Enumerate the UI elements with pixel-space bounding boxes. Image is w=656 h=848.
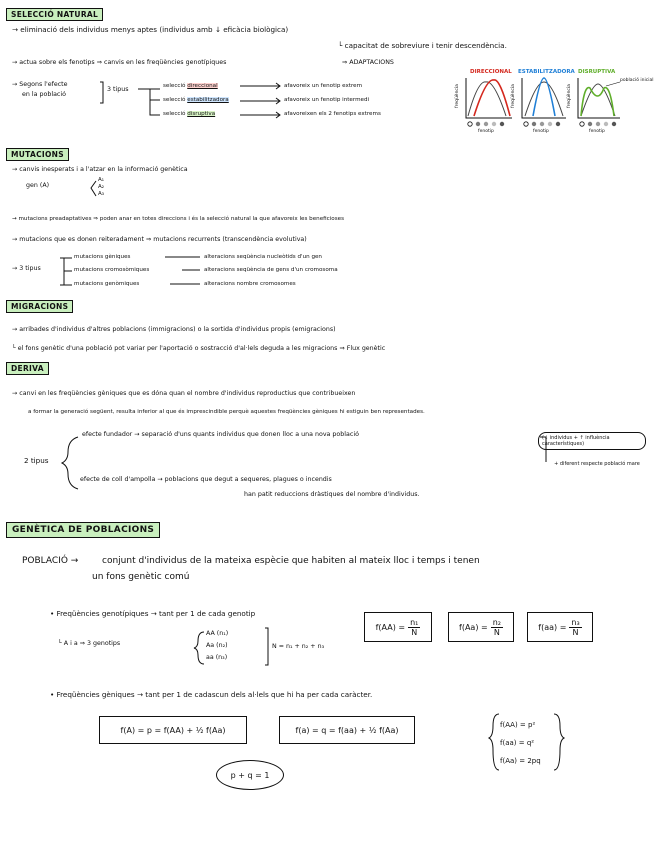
- founder-effect-note-2: + diferent respecte població mare: [554, 461, 640, 467]
- graph-xlabel-3: fenotip: [589, 129, 605, 134]
- allele-2: A₂: [98, 184, 104, 190]
- graph-note-initial-population: població inicial: [620, 78, 654, 83]
- mutation-type-gene: mutacions gèniques: [74, 254, 131, 260]
- graph-title-directional: DIRECCIONAL: [470, 69, 512, 75]
- mutacions-3-tipus: → 3 tipus: [12, 265, 41, 272]
- deriva-founder-effect: efecte fundador → separació d'uns quants individus que donen lloc a una nova població: [82, 431, 359, 438]
- genotype-AA: AA (n₁): [206, 630, 229, 637]
- graph-xlabel-2: fenotip: [533, 129, 549, 134]
- seleccio-line-3: → Segons l'efecte: [12, 81, 68, 88]
- formula-f-AA: f(AA) = $\frac{\text{n₁}}{N}$: [364, 612, 432, 642]
- seleccio-line-2b: ⇒ ADAPTACIONS: [342, 59, 394, 66]
- poblacio-def-2: un fons genètic comú: [92, 572, 190, 582]
- freq-genotipiques-sub: └ A i a ⇒ 3 genotips: [58, 640, 121, 647]
- formula-f-Aa: f(Aa) = $\frac{\text{n₂}}{N}$: [448, 612, 514, 642]
- genotype-Aa: Aa (n₂): [206, 642, 228, 649]
- formula-f-A: f(A) = p = f(AA) + ½ f(Aa): [99, 716, 247, 744]
- mutacions-line-3: → mutacions que es donen reiteradament ⇒ mutacions recurrents (transcendència evolutiva): [12, 236, 307, 243]
- graph-directional: [466, 78, 512, 126]
- selection-type-stabilizing: selecció estabilitzadora: [163, 97, 229, 103]
- stabilizing-label: estabilitzadora: [187, 97, 229, 103]
- mutacions-line-1: → canvis inesperats i a l'atzar en la informació genètica: [12, 166, 188, 173]
- hardy-weinberg-list: [500, 716, 541, 770]
- mutacions-line-2: → mutacions preadaptatives ⇒ poden anar en totes direccions i és la selecció natural la que afavoreix les beneficioses: [12, 216, 344, 222]
- mutation-type-chromosomal: mutacions cromosòmiques: [74, 267, 150, 273]
- graph-xlabel-1: fenotip: [478, 129, 494, 134]
- deriva-line-1: → canvi en les freqüències gèniques que es dóna quan el nombre d'individus reproductius que contribueixen: [12, 390, 356, 397]
- stabilizing-desc: afavoreix un fenotip intermedi: [284, 97, 370, 103]
- poblacio-label: POBLACIÓ →: [22, 556, 79, 566]
- section-header-seleccio: SELECCIÓ NATURAL: [6, 8, 103, 21]
- graph-title-disruptive: DISRUPTIVA: [578, 69, 616, 75]
- mutacions-gen: gen (A): [26, 182, 50, 189]
- directional-label: direccional: [187, 83, 218, 89]
- seleccio-3-tipus: 3 tipus: [107, 86, 129, 93]
- section-header-genetica: GENÈTICA DE POBLACIONS: [6, 522, 160, 538]
- seleccio-line-2: → actua sobre els fenotips ⇒ canvis en les freqüències genotípiques: [12, 59, 227, 66]
- graph-disruptive: [578, 78, 620, 126]
- deriva-bottleneck-effect-2: han patit reduccions dràstiques del nombre d'individus.: [244, 491, 420, 498]
- disruptive-label: disruptiva: [187, 111, 216, 117]
- mutation-type-genomic: mutacions genòmiques: [74, 281, 140, 287]
- graph-ylabel-3: freqüència: [567, 84, 572, 108]
- genotype-aa: aa (n₃): [206, 654, 228, 661]
- allele-1: A₁: [98, 177, 104, 183]
- total-N: N = n₁ + n₂ + n₃: [272, 643, 325, 650]
- deriva-line-2: a formar la generació següent, resulta inferior al que és imprescindible perquè aquestes freqüències gèniques hi estiguin ben representades.: [28, 409, 425, 415]
- section-header-deriva: DERIVA: [6, 362, 49, 375]
- graph-ylabel-2: freqüència: [511, 84, 516, 108]
- mutation-type-chromosomal-desc: alteracions seqüència de gens d'un cromosoma: [204, 267, 338, 273]
- founder-effect-note: (↓ individus + ↑ influència característiques): [538, 432, 646, 450]
- graph-ylabel-1: freqüència: [455, 84, 460, 108]
- seleccio-line-1b: └ capacitat de sobreviure i tenir descendència.: [338, 41, 507, 50]
- poblacio-def-1: conjunt d'individus de la mateixa espècie que habiten al mateix lloc i temps i tenen: [102, 556, 480, 566]
- seleccio-line-3b: en la població: [22, 91, 66, 98]
- directional-desc: afavoreix un fenotip extrem: [284, 83, 363, 89]
- migracions-line-1: → arribades d'individus d'altres poblacions (immigracions) o la sortida d'individus propis (emigracions): [12, 326, 336, 333]
- selection-type-disruptive: selecció disruptiva: [163, 111, 216, 117]
- graph-stabilizing: [522, 78, 566, 126]
- freq-genotipiques: • Freqüències genotípiques → tant per 1 de cada genotip: [50, 609, 256, 618]
- mutation-type-gene-desc: alteracions seqüència nucleòtids d'un gen: [204, 254, 322, 260]
- genotype-list: [206, 628, 228, 664]
- deriva-bottleneck-effect: efecte de coll d'ampolla → poblacions que degut a sequeres, plagues o incendis: [80, 476, 332, 483]
- hw-Aa: f(Aa) = 2pq: [500, 757, 541, 765]
- formula-f-aa: f(aa) = $\frac{\text{n₃}}{N}$: [527, 612, 593, 642]
- freq-geniques: • Freqüències gèniques → tant per 1 de cadascun dels al·lels que hi ha per cada caràcter.: [50, 690, 373, 699]
- graph-title-stabilizing: ESTABILITZADORA: [518, 69, 575, 75]
- section-header-mutacions: MUTACIONS: [6, 148, 69, 161]
- selection-type-directional: selecció direccional: [163, 83, 218, 89]
- mutation-type-genomic-desc: alteracions nombre cromosomes: [204, 281, 296, 287]
- formula-f-a: f(a) = q = f(aa) + ½ f(Aa): [279, 716, 415, 744]
- allele-3: A₃: [98, 191, 104, 197]
- p-plus-q-equals-1: p + q = 1: [216, 760, 284, 790]
- hw-AA: f(AA) = p²: [500, 721, 536, 729]
- hw-aa: f(aa) = q²: [500, 739, 535, 747]
- migracions-line-2: └ el fons genètic d'una població pot variar per l'aportació o sostracció d'al·lels deguda a les migracions ⇒ Flux genètic: [12, 345, 386, 352]
- allele-list: [98, 177, 104, 198]
- seleccio-line-1: → eliminació dels individus menys aptes (individus amb ↓ eficàcia biològica): [12, 25, 289, 34]
- section-header-migracions: MIGRACIONS: [6, 300, 73, 313]
- disruptive-desc: afavoreixen els 2 fenotips extrems: [284, 111, 381, 117]
- deriva-2-tipus: 2 tipus: [24, 456, 49, 465]
